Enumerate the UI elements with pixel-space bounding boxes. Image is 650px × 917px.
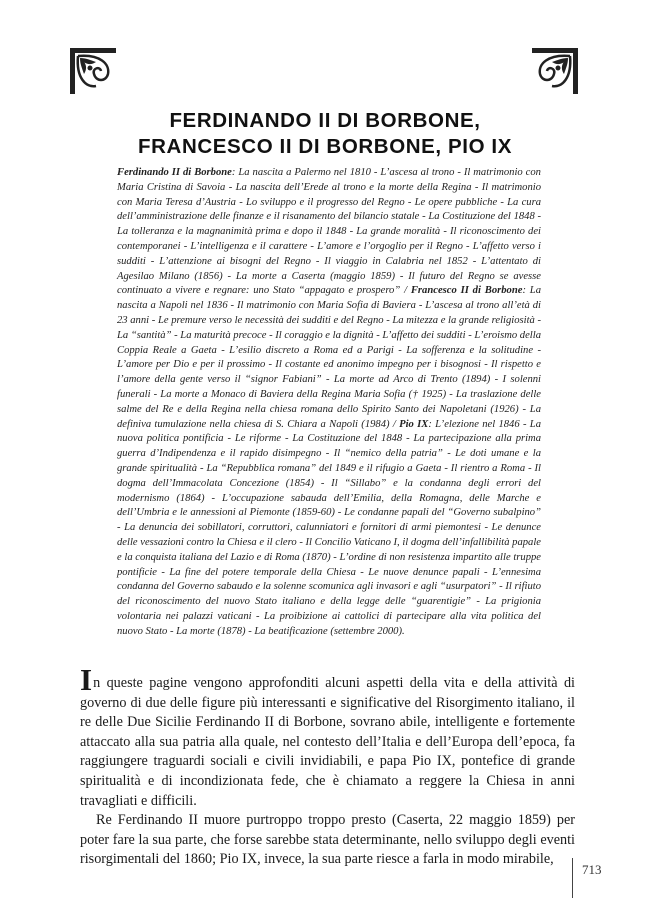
corner-ornament-right-icon (532, 48, 578, 94)
body-paragraph-2: Re Ferdinando II muore purtroppo troppo presto (Caserta, 22 maggio 1859) per poter fare la sua parte, che forse sarebbe stata determinante, nello sviluppo degli eventi risorgimentali del 1860; Pio IX, invece, la sua parte riesce a farla in modo mirabile, (80, 812, 575, 868)
summary-heading-pio: Pio IX (399, 418, 429, 430)
chapter-title (60, 108, 590, 160)
body-paragraph-1 (80, 662, 575, 811)
summary-text-francesco: : La nascita a Napoli nel 1836 - Il matrimonio con Maria Sofia di Baviera - L’ascesa al trono all’età di 23 anni - Le premure verso le necessità dei sudditi e del Regno - La mitezza e la grande religiosità - La “santità” - La maturità precoce - Il coraggio e la dignità - L’affetto dei sudditi - L’eroismo della Coppia Reale a Gaeta - L’esilio discreto a Roma ed a Parigi - La sofferenza e la solitudine - L’amore per Dio e per il prossimo - Il costante ed anonimo impegno per i bisognosi - Il rispetto e l’amore della gente verso il “signor Fabiani” - La morte ad Arco di Trento (1894) - I solenni funerali - La morte a Monaco di Baviera della Regina Maria Sofia († 1925) - La traslazione delle salme del Re e della Regina nella chiesa romana dello Spirito Santo dei Napoletani (1926) - La definiva tumulazione nella chiesa di S. Chiara a Napoli (1984) / (117, 285, 541, 430)
body-text (80, 662, 575, 870)
page-number-divider (572, 858, 573, 898)
summary-text-pio: : L’elezione nel 1846 - La nuova politica pontificia - Le riforme - La Costituzione del 1848 - La partecipazione alla prima guerra d’Indipendenza e il rapido disimpegno - Il “nemico della patria” - Le doti umane e la grande spiritualità - La “Repubblica romana” del 1849 e il rifugio a Gaeta - Il rientro a Roma - Il dogma dell’Immacolata Concezione (1854) - Il “Sillabo” e la condanna degli errori del modernismo (1864) - L’occupazione sabauda dell’Emilia, della Romagna, delle Marche e dell’Umbria e le annessioni al Piemonte (1859-60) - Le condanne papali del “Governo subalpino” - La denuncia dei sobillatori, corruttori, calunniatori e fornitori di armi piemontesi - Le denunce delle vessazioni contro la Chiesa e il clero - Il Concilio Vaticano I, il dogma dell’infallibilità papale e la conquista italiana del Lazio e di Roma (1870) - L’ordine di non resistenza impartito alle truppe pontificie - La fine del potere temporale della Chiesa - Le nuove denunce papali - L’ennesima condanna del Governo sabaudo e la solenne scomunica agli invasori e agli “usurpatori” - Il rifiuto del riconoscimento del nuovo Stato italiano e della legge delle “guarentigie” - La prigionia volontaria nei palazzi vaticani - La proibizione ai cattolici di partecipare alla vita politica del nuovo Stato - La morte (1878) - La beatificazione (settembre 2000). (117, 418, 541, 637)
summary-heading-ferdinando: Ferdinando II di Borbone (117, 167, 232, 178)
corner-ornament-left-icon (70, 48, 116, 94)
chapter-summary (117, 166, 541, 640)
summary-heading-francesco: Francesco II di Borbone (410, 285, 523, 297)
page-number: 713 (582, 862, 602, 877)
chapter-title-line-1: FERDINANDO II DI BORBONE, (169, 108, 481, 132)
summary-text-ferdinando: : La nascita a Palermo nel 1810 - L’ascesa al trono - Il matrimonio con Maria Cristina di Savoia - La nascita dell’Erede al trono e la morte della Regina - Il matrimonio con Maria Teresa d’Austria - Lo sviluppo e il progresso del Regno - Le opere pubbliche - La cura dell’amministrazione delle finanze e il risanamento del bilancio statale - La Costituzione del 1848 - La tolleranza e la magnanimità prima e dopo il 1848 - La grande moralità - Il riconoscimento dei contemporanei - L’intelligenza e il carattere - L’amore e l’orgoglio per il Regno - L’affetto verso i sudditi - L’attenzione ai bisogni del Regno - Il viaggio in Calabria nel 1852 - L’attentato di Agesilao Milano (1856) - La morte a Caserta (maggio 1859) - Il futuro del Regno se avesse continuato a vivere e regnare: uno Stato “appagato e prospero” / (117, 167, 541, 297)
chapter-title-line-2: FRANCESCO II DI BORBONE, PIO IX (138, 134, 512, 158)
body-paragraph-1-text: n queste pagine vengono approfonditi alcuni aspetti della vita e della attività di governo di due delle figure più interessanti e significative del Risorgimento italiano, il re delle Due Sicilie Ferdinando II di Borbone, sovrano abile, intelligente e fortemente attaccato alla sua patria alla quale, nel contesto dell’Italia e dell’Europa dell’epoca, fa raggiungere traguardi sociali e civili invidiabili, e papa Pio IX, pontefice di grande spiritualità e di incondizionata fede, che è chiamato a reggere la Chiesa in anni travagliati e difficili. (80, 675, 575, 809)
drop-cap: I (80, 662, 93, 697)
